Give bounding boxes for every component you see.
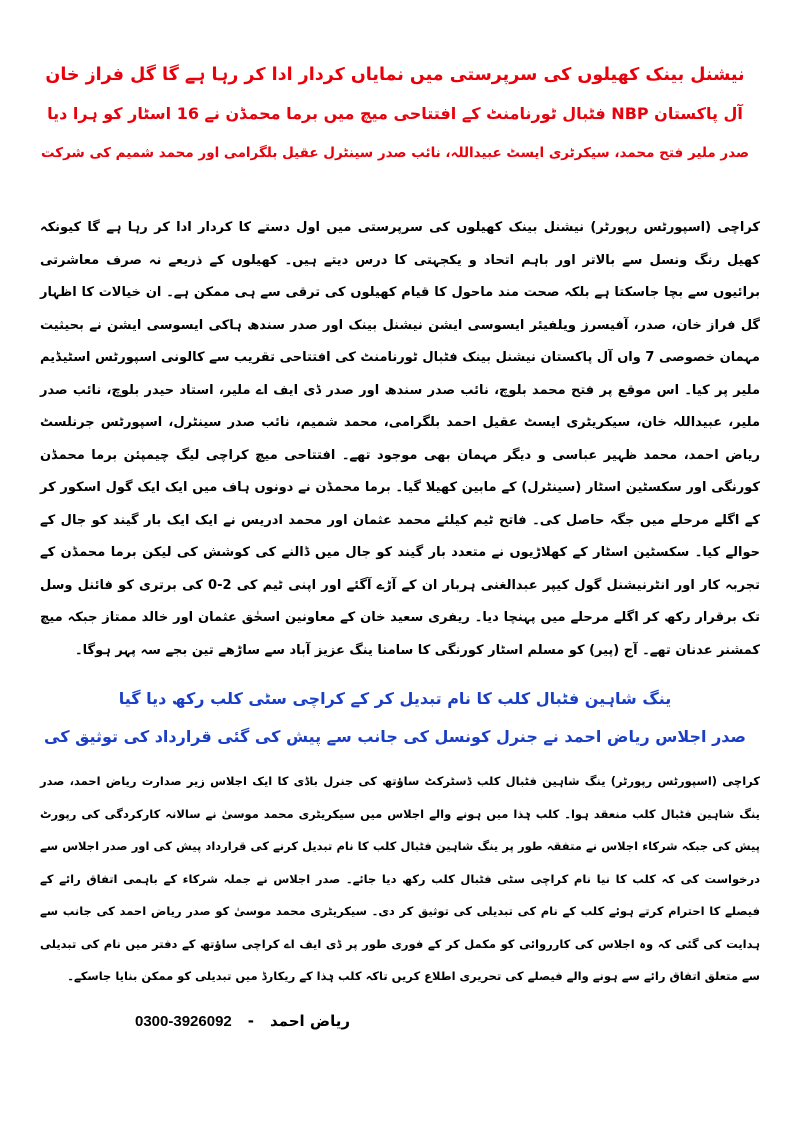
reporter-byline bbox=[135, 1012, 350, 1030]
byline-separator: - bbox=[247, 1012, 254, 1030]
headline-nbp-sports: نیشنل بینک کھیلوں کی سرپرستی میں نمایاں کردار ادا کر رہا ہے گا گل فراز خان bbox=[45, 65, 745, 85]
reporter-name: ریاض احمد bbox=[270, 1012, 350, 1030]
headline-resolution-approved: صدر اجلاس ریاض احمد نے جنرل کونسل کی جانب سے پیش کی گئی قرارداد کی توثیق کی bbox=[44, 727, 746, 746]
headline-guests: صدر ملیر فتح محمد، سیکرٹری ایسٹ عبیداللہ، نائب صدر سینٹرل عقیل بلگرامی اور محمد شمیم کی شرکت bbox=[40, 145, 750, 161]
reporter-phone: 0300-3926092 bbox=[135, 1013, 232, 1030]
article-club-rename-body: کراچی (اسپورٹس رپورٹر) ینگ شاہین فٹبال کلب ڈسٹرکٹ ساؤتھ کی جنرل باڈی کا ایک اجلاس زیر صدارت ریاض احمد، صدر ینگ شاہین فٹبال کلب منعقد ہوا۔ کلب ہٰذا میں ہونے والے اجلاس میں سیکریٹری محمد موسیٰ نے سالانہ کارکردگی کی رپورٹ پیش کی جبکہ شرکاء اجلاس نے متفقہ طور پر ینگ شاہین فٹبال کلب کا نام تبدیل کرنے کی قرارداد پیش کی اور صدر اجلاس سے درخواست کی کہ کلب کا نیا نام کراچی سٹی فٹبال کلب رکھ دیا جائے۔ صدر اجلاس نے جملہ شرکاء کے باہمی اتفاق رائے کے فیصلے کا احترام کرتے ہوئے کلب کے نام کی تبدیلی کی توثیق کر دی۔ سیکریٹری محمد موسیٰ کو صدر ریاض احمد کی جانب سے ہدایت کی گئی کہ وہ اجلاس کی کارروائی کو مکمل کر کے فوری طور پر ڈی ایف اے کراچی ساؤتھ کے دفتر میں نام کی تبدیلی سے متعلق اتفاق رائے سے ہونے والے فیصلے کی تحریری اطلاع کریں تاکہ کلب ہٰذا کے ریکارڈ میں تبدیلی کو ممکن بنایا جاسکے۔ bbox=[40, 774, 760, 983]
headline-club-renamed: ینگ شاہین فٹبال کلب کا نام تبدیل کر کے کراچی سٹی کلب رکھ دیا گیا bbox=[118, 689, 672, 708]
article-nbp-tournament-body: کراچی (اسپورٹس رپورٹر) نیشنل بینک کھیلوں کی سرپرستی میں اول دستے کا کردار ادا کر رہا ہے گا کیونکہ کھیل رنگ ونسل سے بالاتر اور باہم اتحاد و یکجہتی کا درس دیتے ہیں۔ کھیلوں کے ذریعے نہ صرف معاشرتی برائیوں سے بچا جاسکتا ہے بلکہ صحت مند ماحول کا قیام کھیلوں کی ترقی سے ہی ممکن ہے۔ ان خیالات کا اظہار گل فراز خان، صدر، آفیسرز ویلفیئر ایسوسی ایشن نیشنل بینک اور صدر سندھ ہاکی ایسوسی ایشن نے بحیثیت مہمان خصوصی 7 واں آل پاکستان نیشنل بینک فٹبال ٹورنامنٹ کی افتتاحی تقریب سے کالونی اسپورٹس اسٹیڈیم ملیر پر کیا۔ اس موقع پر فتح محمد بلوچ، نائب صدر سندھ اور صدر ڈی ایف اے ملیر، استاد حیدر بلوچ، نائب صدر ملیر، عبیداللہ خان، سیکریٹری ایسٹ عقیل احمد بلگرامی، محمد شمیم، نائب صدر سینٹرل، اسپورٹس جرنلسٹ ریاض احمد، محمد ظہیر عباسی و دیگر مہمان بھی موجود تھے۔ افتتاحی میچ کراچی لیگ چیمپئن برما محمڈن کورنگی اور سکسٹین اسٹار (سینٹرل) کے مابین کھیلا گیا۔ برما محمڈن نے دونوں ہاف میں ایک ایک گول اسکور کر کے اگلے مرحلے میں جگہ حاصل کی۔ فاتح ٹیم کیلئے محمد عثمان اور محمد ادریس نے ایک ایک بار گیند کو جال کے حوالے کیا۔ سکسٹین اسٹار کے کھلاڑیوں نے متعدد بار گیند کو جال میں ڈالنے کی کوشش کی لیکن برما محمڈن کے تجربہ کار اور انٹرنیشنل گول کیپر عبدالغنی ہربار ان کے آڑے آگئے اور اپنی ٹیم کی 2-0 کی برتری کو فائنل وسل تک برقرار رکھ کر اگلے مرحلے میں پہنچا دیا۔ ریفری سعید خان کے معاونین اسحٰق عثمان اور خالد ممتاز جبکہ میچ کمشنر عدنان تھے۔ آج (پیر) کو مسلم اسٹار کورنگی کا سامنا ینگ عزیز آباد سے ساڑھے تین بجے سہ پہر ہوگا۔ bbox=[40, 220, 760, 658]
headline-tournament-match: آل پاکستان NBP فٹبال ٹورنامنٹ کے افتتاحی میچ میں برما محمڈن نے 16 اسٹار کو ہرا دیا bbox=[47, 104, 743, 123]
